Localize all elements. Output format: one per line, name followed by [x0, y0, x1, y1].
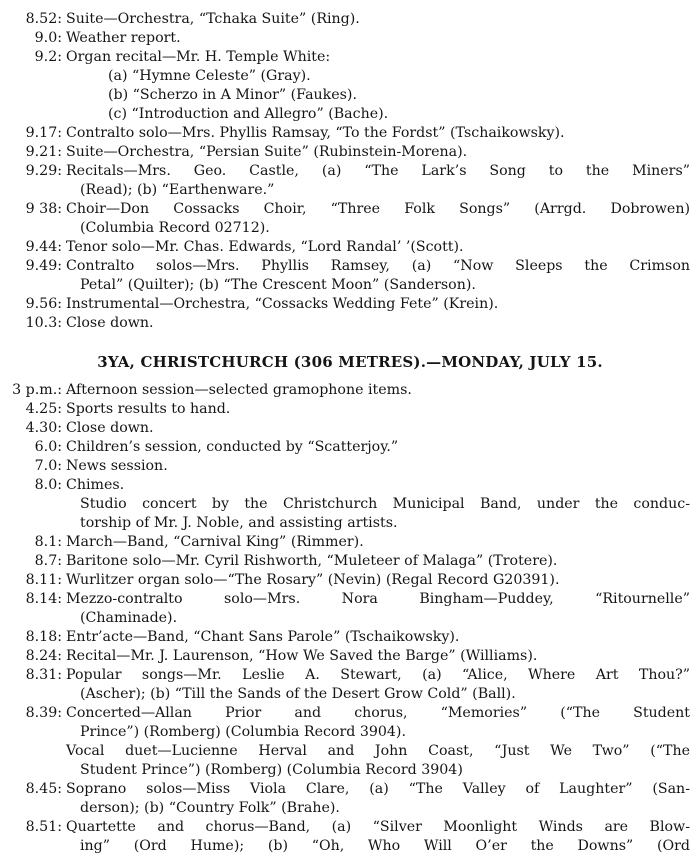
programme-continuation: Petal” (Quilter); (b) “The Crescent Moon” (Sanderson). — [80, 277, 476, 293]
programme-line — [0, 276, 700, 295]
programme-line — [0, 723, 700, 742]
programme-subitem: (c) “Introduction and Allegro” (Bache). — [108, 106, 389, 122]
programme-line — [0, 666, 700, 685]
programme-item-text: Contralto solo—Mrs. Phyllis Ramsay, “To the Fordst” (Tschaikowsky). — [66, 125, 565, 141]
programme-line — [0, 685, 700, 704]
programme-subitem: (b) “Scherzo in A Minor” (Faukes). — [108, 87, 357, 103]
programme-time: 4.30: — [25, 420, 62, 436]
programme-time: 8.52: — [25, 11, 62, 27]
programme-continuation: ing” (Ord Hume); (b) “Oh, Who Will O’er the Downs” (Ord — [80, 838, 690, 854]
programme-time: 8.24: — [25, 648, 62, 664]
programme-item-text: Baritone solo—Mr. Cyril Rishworth, “Muleteer of Malaga” (Trotere). — [66, 553, 558, 569]
programme-line — [0, 571, 700, 590]
programme-time: 8.39: — [25, 705, 62, 721]
programme-line — [0, 628, 700, 647]
programme-line — [0, 704, 700, 723]
programme-time: 8.51: — [25, 819, 62, 835]
programme-item-text: News session. — [66, 458, 168, 474]
programme-line — [0, 419, 700, 438]
programme-item-text: Suite—Orchestra, “Persian Suite” (Rubinstein-Morena). — [66, 144, 468, 160]
programme-line — [0, 295, 700, 314]
programme-continuation: Vocal duet—Lucienne Herval and John Coast, “Just We Two” (“The — [66, 743, 690, 759]
programme-line — [0, 590, 700, 609]
programme-item-text: Afternoon session—selected gramophone items. — [66, 382, 412, 398]
programme-time: 8.1: — [34, 534, 62, 550]
programme-line — [0, 438, 700, 457]
programme-line — [0, 609, 700, 628]
programme-line — [0, 29, 700, 48]
programme-continuation: (Ascher); (b) “Till the Sands of the Desert Grow Cold” (Ball). — [80, 686, 516, 702]
programme-item-text: Tenor solo—Mr. Chas. Edwards, “Lord Randal’ ’(Scott). — [66, 239, 464, 255]
programme-line — [0, 818, 700, 837]
programme-line — [0, 219, 700, 238]
programme-item-text: Suite—Orchestra, “Tchaka Suite” (Ring). — [66, 11, 360, 27]
programme-time: 9.29: — [25, 163, 62, 179]
programme-line — [0, 742, 700, 761]
programme-item-text: Popular songs—Mr. Leslie A. Stewart, (a) “Alice, Where Art Thou?” — [66, 667, 690, 683]
programme-time: 7.0: — [34, 458, 62, 474]
programme-subitem: (a) “Hymne Celeste” (Gray). — [108, 68, 311, 84]
programme-line — [0, 381, 700, 400]
programme-line — [0, 837, 700, 856]
programme-item-text: Choir—Don Cossacks Choir, “Three Folk Songs” (Arrgd. Dobrowen) — [66, 201, 690, 217]
programme-line — [0, 533, 700, 552]
programme-time: 4.25: — [25, 401, 62, 417]
programme-time: 9.56: — [25, 296, 62, 312]
programme-line — [0, 143, 700, 162]
programme-time: 8.18: — [25, 629, 62, 645]
programme-time: 8.31: — [25, 667, 62, 683]
programme-item-text: Chimes. — [66, 477, 125, 493]
programme-line — [0, 457, 700, 476]
programme-item-text: Wurlitzer organ solo—“The Rosary” (Nevin) (Regal Record G20391). — [66, 572, 560, 588]
programme-line — [0, 10, 700, 29]
programme-block-3ya — [0, 381, 700, 856]
programme-line — [0, 48, 700, 67]
programme-time: 3 p.m.: — [12, 382, 62, 398]
programme-item-text: Close down. — [66, 420, 154, 436]
programme-line — [0, 238, 700, 257]
programme-line — [0, 162, 700, 181]
programme-line — [0, 799, 700, 818]
programme-item-text: March—Band, “Carnival King” (Rimmer). — [66, 534, 364, 550]
programme-item-text: Close down. — [66, 315, 154, 331]
programme-time: 8.45: — [25, 781, 62, 797]
programme-time: 8.0: — [34, 477, 62, 493]
programme-continuation: torship of Mr. J. Noble, and assisting artists. — [80, 515, 398, 531]
programme-item-text: Children’s session, conducted by “Scatterjoy.” — [66, 439, 399, 455]
programme-line — [0, 257, 700, 276]
programme-item-text: Quartette and chorus—Band, (a) “Silver Moonlight Winds are Blow- — [66, 819, 690, 835]
programme-time: 8.11: — [25, 572, 62, 588]
programme-item-text: Soprano solos—Miss Viola Clare, (a) “The Valley of Laughter” (San- — [66, 781, 690, 797]
programme-line — [0, 314, 700, 333]
programme-line — [0, 86, 700, 105]
programme-continuation: Student Prince”) (Romberg) (Columbia Record 3904) — [80, 762, 463, 778]
programme-time: 8.7: — [34, 553, 62, 569]
programme-time: 8.14: — [25, 591, 62, 607]
programme-line — [0, 647, 700, 666]
programme-time: 10.3: — [25, 315, 62, 331]
programme-item-text: Weather report. — [66, 30, 181, 46]
programme-continuation: (Read); (b) “Earthenware.” — [80, 182, 275, 198]
programme-continuation: (Chaminade). — [80, 610, 178, 626]
programme-time: 9.2: — [34, 49, 62, 65]
programme-time: 9 38: — [25, 201, 62, 217]
programme-line — [0, 105, 700, 124]
programme-item-text: Entr’acte—Band, “Chant Sans Parole” (Tschaikowsky). — [66, 629, 460, 645]
station-heading: 3YA, CHRISTCHURCH (306 METRES).—MONDAY, JULY 15. — [97, 353, 603, 371]
programme-item-text: Concerted—Allan Prior and chorus, “Memories” (“The Student — [66, 705, 690, 721]
programme-line — [0, 552, 700, 571]
programme-time: 6.0: — [34, 439, 62, 455]
programme-line — [0, 67, 700, 86]
programme-line — [0, 761, 700, 780]
programme-line — [0, 400, 700, 419]
programme-item-text: Mezzo-contralto solo—Mrs. Nora Bingham—Puddey, “Ritournelle” — [66, 591, 690, 607]
programme-time: 9.17: — [25, 125, 62, 141]
programme-time: 9.21: — [25, 144, 62, 160]
programme-item-text: Sports results to hand. — [66, 401, 231, 417]
programme-item-text: Instrumental—Orchestra, “Cossacks Wedding Fete” (Krein). — [66, 296, 499, 312]
programme-block-2ya — [0, 10, 700, 333]
programme-line — [0, 200, 700, 219]
programme-continuation: derson); (b) “Country Folk” (Brahe). — [80, 800, 340, 816]
programme-item-text: Recital—Mr. J. Laurenson, “How We Saved the Barge” (Williams). — [66, 648, 538, 664]
programme-line — [0, 514, 700, 533]
programme-continuation: (Columbia Record 02712). — [80, 220, 270, 236]
programme-line — [0, 780, 700, 799]
programme-item-text: Organ recital—Mr. H. Temple White: — [66, 49, 331, 65]
programme-continuation: Studio concert by the Christchurch Municipal Band, under the conduc- — [80, 496, 690, 512]
programme-line — [0, 124, 700, 143]
programme-item-text: Recitals—Mrs. Geo. Castle, (a) “The Lark’s Song to the Miners” — [66, 163, 690, 179]
programme-time: 9.49: — [25, 258, 62, 274]
programme-time: 9.0: — [34, 30, 62, 46]
programme-line — [0, 495, 700, 514]
programme-continuation: Prince”) (Romberg) (Columbia Record 3904). — [80, 724, 406, 740]
programme-line — [0, 181, 700, 200]
programme-line — [0, 476, 700, 495]
programme-item-text: Contralto solos—Mrs. Phyllis Ramsey, (a) “Now Sleeps the Crimson — [66, 258, 690, 274]
programme-time: 9.44: — [25, 239, 62, 255]
